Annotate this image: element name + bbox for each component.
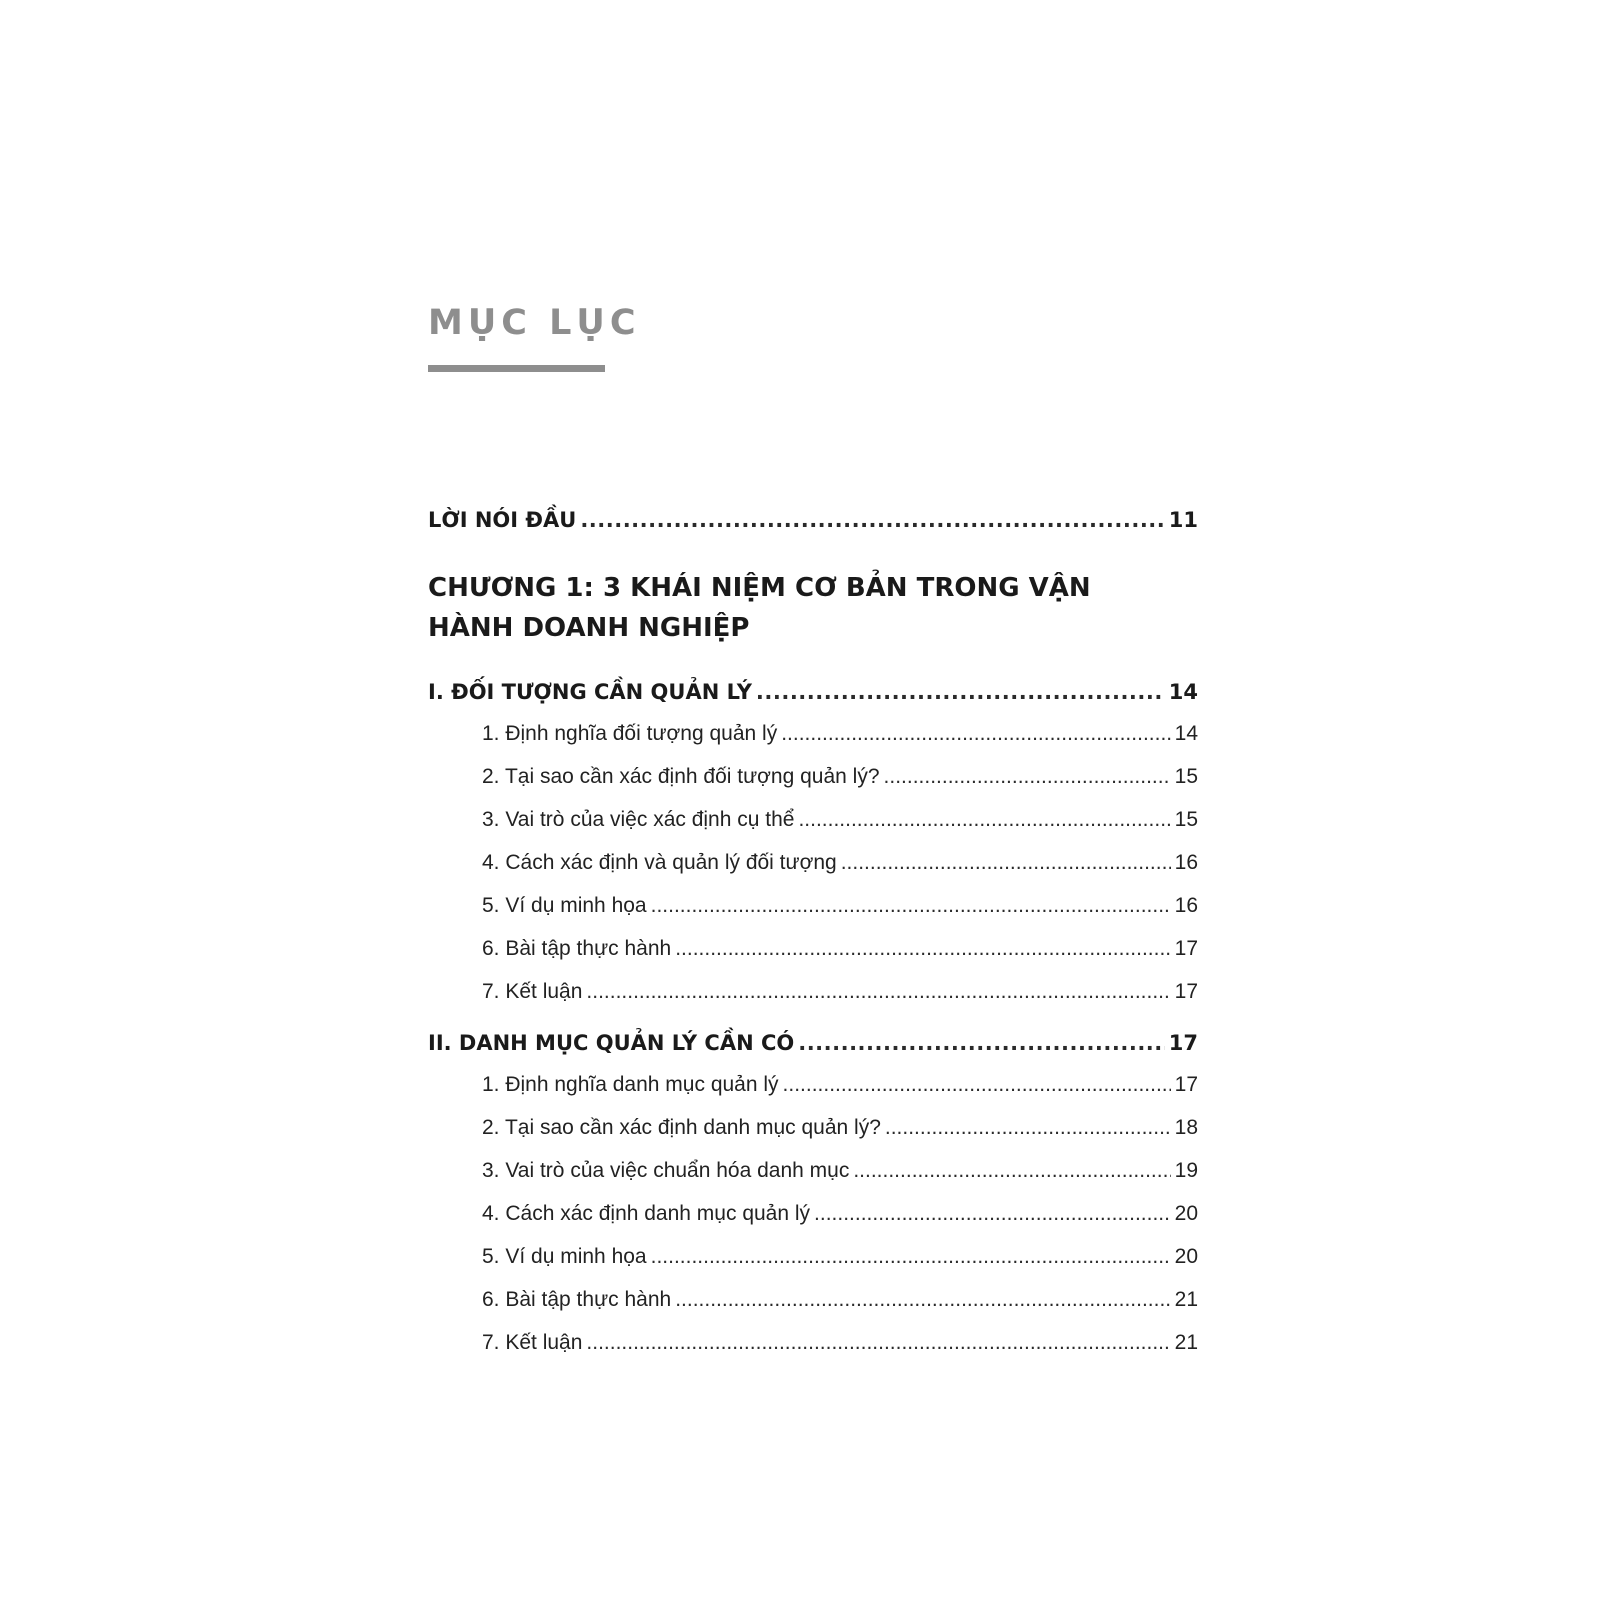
dot-leader — [884, 755, 1171, 798]
toc-entry-label: 5. Ví dụ minh họa — [482, 1245, 647, 1268]
toc-entry-page: 21 — [1174, 1288, 1198, 1311]
toc-subentry[interactable] — [428, 712, 1198, 755]
toc-entry-label: 7. Kết luận — [482, 980, 583, 1003]
toc-entry-label: I. ĐỐI TƯỢNG CẦN QUẢN LÝ — [428, 680, 752, 704]
toc-entry-page: 14 — [1174, 722, 1198, 745]
dot-leader — [651, 884, 1171, 927]
toc-subentry[interactable] — [428, 798, 1198, 841]
toc-entry-label: 2. Tại sao cần xác định danh mục quản lý? — [482, 1116, 881, 1139]
toc-entry-page: 17 — [1174, 937, 1198, 960]
toc-subentry[interactable] — [428, 755, 1198, 798]
dot-leader — [853, 1149, 1170, 1192]
dot-leader — [814, 1192, 1171, 1235]
dot-leader — [580, 500, 1164, 540]
toc-entry-label: 3. Vai trò của việc chuẩn hóa danh mục — [482, 1159, 850, 1182]
toc-entry-page: 17 — [1174, 980, 1198, 1003]
toc-entry-page: 17 — [1174, 1073, 1198, 1096]
dot-leader — [586, 1321, 1170, 1364]
toc-entry-page: 20 — [1174, 1245, 1198, 1268]
dot-leader — [675, 1278, 1170, 1321]
toc-entry-label: 4. Cách xác định và quản lý đối tượng — [482, 851, 837, 874]
toc-entry-page: 17 — [1168, 1031, 1198, 1055]
toc-entry-page: 15 — [1174, 808, 1198, 831]
toc-entry-label: 7. Kết luận — [482, 1331, 583, 1354]
toc-subentry[interactable] — [428, 884, 1198, 927]
toc-entry-label: 1. Định nghĩa danh mục quản lý — [482, 1073, 779, 1096]
dot-leader — [798, 1023, 1165, 1063]
toc-entry-label: 3. Vai trò của việc xác định cụ thể — [482, 808, 795, 831]
toc-entry-label: 4. Cách xác định danh mục quản lý — [482, 1202, 811, 1225]
toc-entry-label: 2. Tại sao cần xác định đối tượng quản lý? — [482, 765, 880, 788]
toc-entry-page: 11 — [1168, 508, 1198, 532]
dot-leader — [756, 672, 1165, 712]
toc-entry-page: 19 — [1174, 1159, 1198, 1182]
toc-subentry[interactable] — [428, 841, 1198, 884]
dot-leader — [798, 798, 1170, 841]
toc-entry-page: 16 — [1174, 851, 1198, 874]
toc-entry-section-2[interactable] — [428, 1023, 1198, 1063]
toc-subentry[interactable] — [428, 1063, 1198, 1106]
toc-subentry[interactable] — [428, 1278, 1198, 1321]
toc-subentry[interactable] — [428, 1149, 1198, 1192]
heading-underline — [428, 365, 605, 372]
toc-entry-label: 1. Định nghĩa đối tượng quản lý — [482, 722, 778, 745]
toc-entry-page: 14 — [1168, 680, 1198, 704]
dot-leader — [675, 927, 1170, 970]
toc-entry-label: LỜI NÓI ĐẦU — [428, 508, 577, 532]
dot-leader — [651, 1235, 1171, 1278]
toc-entry-page: 18 — [1174, 1116, 1198, 1139]
dot-leader — [841, 841, 1171, 884]
toc-entry-page: 20 — [1174, 1202, 1198, 1225]
toc-entry-label: 6. Bài tập thực hành — [482, 937, 672, 960]
dot-leader — [586, 970, 1170, 1013]
dot-leader — [885, 1106, 1171, 1149]
toc-subentry[interactable] — [428, 1321, 1198, 1364]
toc-entry-label: 5. Ví dụ minh họa — [482, 894, 647, 917]
toc-subentry[interactable] — [428, 1235, 1198, 1278]
toc-subentry[interactable] — [428, 927, 1198, 970]
table-of-contents — [428, 500, 1198, 1364]
toc-subentry[interactable] — [428, 1106, 1198, 1149]
section-spacer — [428, 1013, 1198, 1023]
toc-heading: MỤC LỤC — [428, 303, 641, 343]
dot-leader — [783, 1063, 1171, 1106]
toc-entry-section-1[interactable] — [428, 672, 1198, 712]
toc-entry-preface[interactable] — [428, 500, 1198, 540]
toc-entry-label: 6. Bài tập thực hành — [482, 1288, 672, 1311]
dot-leader — [781, 712, 1170, 755]
toc-subentry[interactable] — [428, 970, 1198, 1013]
chapter-1-title[interactable]: CHƯƠNG 1: 3 KHÁI NIỆM CƠ BẢN TRONG VẬN HÀNH DOANH NGHIỆP — [428, 573, 1091, 643]
toc-entry-page: 21 — [1174, 1331, 1198, 1354]
toc-subentry[interactable] — [428, 1192, 1198, 1235]
toc-entry-page: 15 — [1174, 765, 1198, 788]
toc-entry-page: 16 — [1174, 894, 1198, 917]
toc-entry-label: II. DANH MỤC QUẢN LÝ CẦN CÓ — [428, 1031, 795, 1055]
